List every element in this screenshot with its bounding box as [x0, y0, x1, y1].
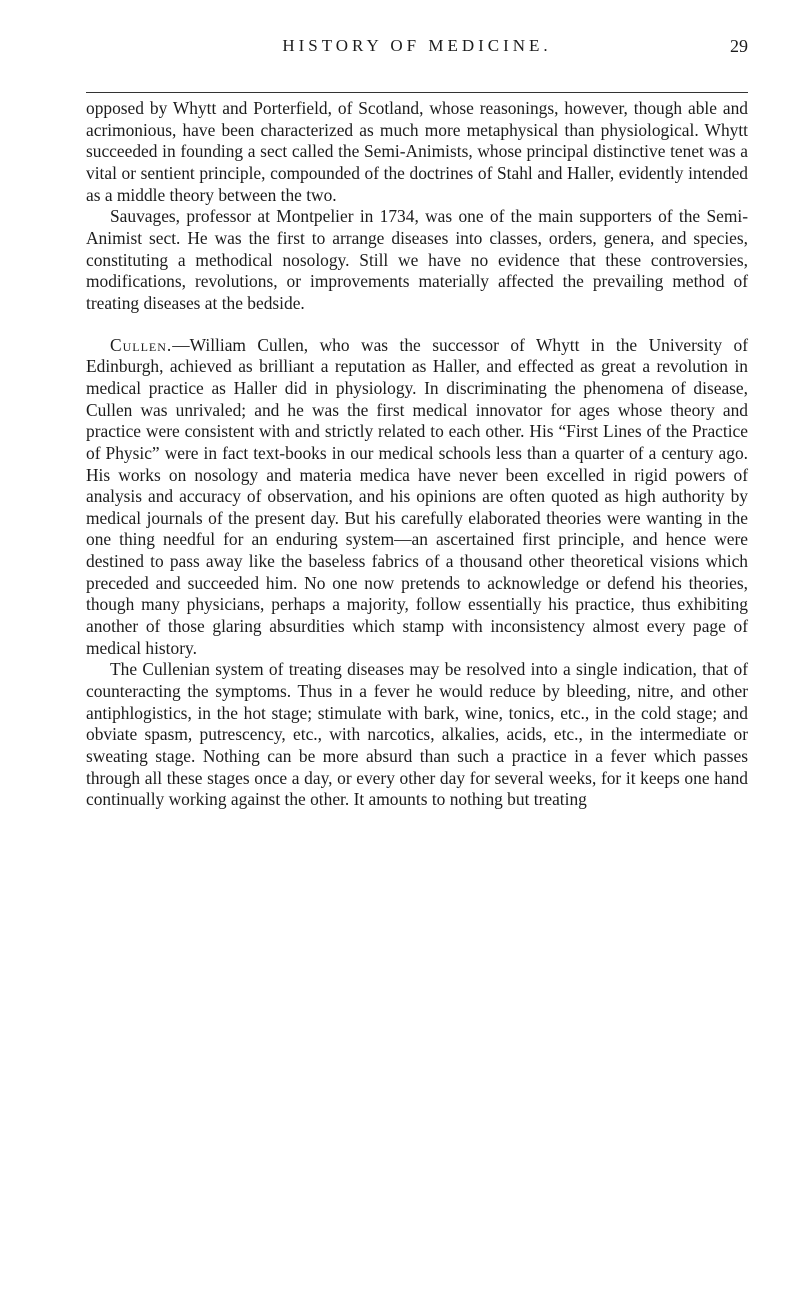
- header-rule: [86, 92, 748, 93]
- section-lead: Cullen.: [110, 334, 173, 355]
- page-header: [86, 28, 748, 68]
- paragraph-cullen: [86, 335, 748, 660]
- paragraph-whytt: [86, 98, 748, 206]
- paragraph-sauvages: [86, 206, 748, 314]
- running-head: HISTORY OF MEDICINE.: [282, 36, 552, 55]
- paragraph-cullenian-system: [86, 659, 748, 811]
- paragraph-text: The Cullenian system of treating diseases may be resolved into a single indication, that of counteracting the symptoms. Thus in a fever he would reduce by bleeding, nitre, and other antiphlogistics, in the hot stage; stimulate with bark, wine, tonics, etc., in the cold stage; and obviate spasm, putrescency, etc., with narcotics, alkalies, acids, etc., in the intermediate or sweating stage. Nothing can be more absurd than such a practice in a fever which passes through all these stages once a day, or every other day for several weeks, for it keeps one hand continually working against the other. It amounts to nothing but treating: [86, 659, 748, 810]
- paragraph-text: opposed by Whytt and Porterfield, of Scotland, whose reasonings, however, though able and acrimonious, have been characterized as much more metaphysical than physiological. Whytt succeeded in founding a sect called the Semi-Animists, whose principal distinctive tenet was a vital or sentient principle, compounded of the doctrines of Stahl and Haller, evidently intended as a middle theory between the two.: [86, 98, 748, 205]
- page-number: 29: [730, 36, 748, 56]
- paragraph-text: Sauvages, professor at Montpelier in 1734, was one of the main supporters of the Semi-Animist sect. He was the first to arrange diseases into classes, orders, genera, and species, constituting a methodical nosology. Still we have no evidence that these controversies, modifications, revolutions, or improvements materially affected the prevailing method of treating diseases at the bedside.: [86, 206, 748, 313]
- paragraph-text: —William Cullen, who was the successor of Whytt in the University of Edinburgh, achieved as brilliant a reputation as Haller, and effected as great a revolution in medical practice as Haller did in physiology. In discriminating the phenomena of disease, Cullen was unrivaled; and he was the first medical innovator for ages whose theory and practice were consistent with and strictly related to each other. His “First Lines of the Practice of Physic” were in fact text-books in our medical schools less than a quarter of a century ago. His works on nosology and materia medica have never been excelled in rigid powers of analysis and accuracy of observation, and his opinions are often quoted as high authority by medical journals of the present day. But his carefully elaborated theories were wanting in the one thing needful for an enduring system—an ascertained first principle, and hence were destined to pass away like the baseless fabrics of a thousand other theoretical visions which preceded and succeeded him. No one now pretends to acknowledge or defend his theories, though many physicians, perhaps a majority, follow essentially his practice, thus exhibiting another of those glaring absurdities which stamp with inconsistency almost every page of medical history.: [86, 334, 748, 658]
- body-text: [86, 98, 748, 811]
